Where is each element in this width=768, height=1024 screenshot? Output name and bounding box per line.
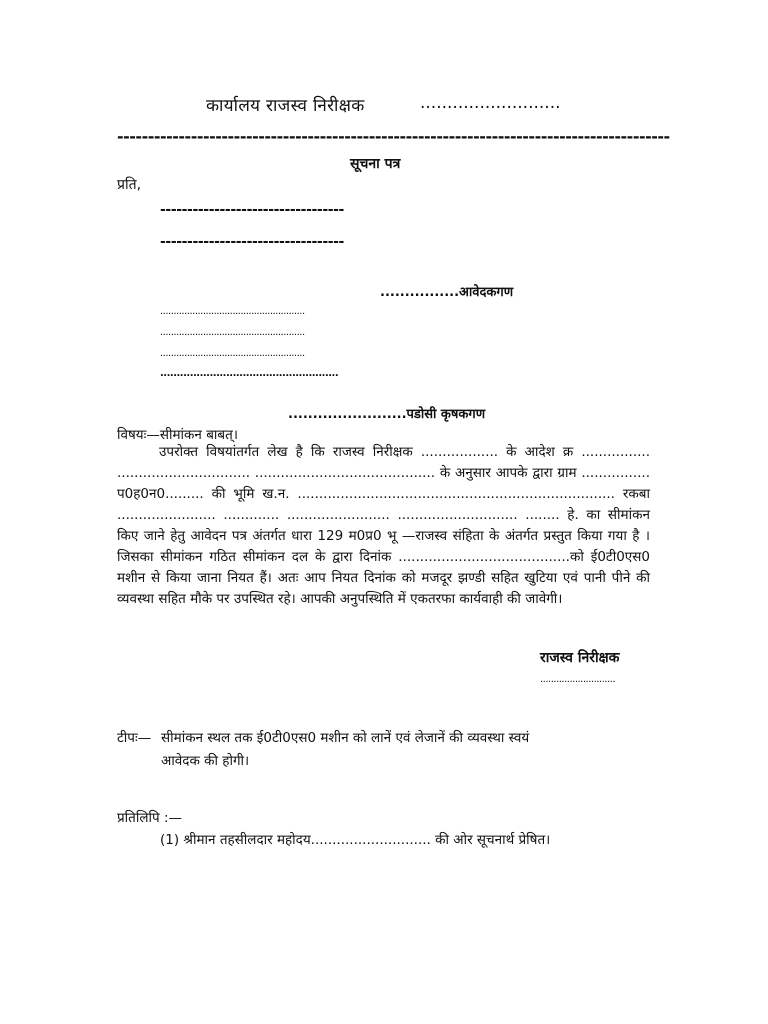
copy-heading: प्रतिलिपि :— (117, 810, 183, 826)
applicants-label: ................आवेदकगण (380, 285, 514, 300)
neighbours-label: ........................पडोसी कृषकगण (288, 407, 486, 422)
signatory-designation: राजस्व निरीक्षक (540, 650, 620, 666)
note-line-2: आवेदक की होगी। (161, 753, 250, 769)
blank-line-3: ...................................................... (160, 348, 305, 359)
header-divider: ------------------------------------------------------------------------------------------ (117, 127, 670, 146)
address-line-1: ---------------------------------- (160, 202, 344, 218)
note-line-1: सीमांकन स्थल तक ई0टी0एस0 मशीन को लानें एवं लेजानें की व्यवस्था स्वयं (161, 730, 530, 746)
blank-line-4: ...................................................... (160, 368, 339, 379)
office-title-blank: .......................... (420, 93, 561, 113)
copy-item-1: (1) श्रीमान तहसीलदार महोदय............................ की ओर सूचनार्थ प्रेषित। (160, 832, 551, 848)
notice-body: उपरोक्त विषयांतर्गत लेख है कि राजस्व निरीक्षक .................. के आदेश क्र ................ ............................... .......................................... के अनुसार आपके द्वारा ग्राम ................ प0ह0न0......... की भूमि ख.न. .......................................................................... रकबा ....................... ............. ........................ ............................ ........ हे. का सीमांकन किए जाने हेतु आवेदन पत्र अंतर्गत धारा 129 म0प्र0 भू —राजस्व संहिता के अंतर्गत प्रस्तुत किया गया है । जिसका सीमांकन गठित सीमांकन दल के द्वारा दिनांक ........................................को ई0टी0एस0 मशीन से किया जाना नियत हैं। अतः आप नियत दिनांक को मजदूर झण्डी सहित खुटिया एवं पानी पीने की व्यवस्था सहित मौके पर उपस्थित रहे। आपकी अनुपस्थिति में एकतरफा कार्यवाही की जावेगी। (117, 444, 650, 607)
notice-heading: सूचना पत्र (350, 156, 401, 172)
subject-line: विषयः—सीमांकन बाबत्। (117, 427, 238, 443)
signatory-blank: ............................ (540, 674, 616, 685)
address-line-2: ---------------------------------- (160, 234, 344, 250)
office-title: कार्यालय राजस्व निरीक्षक (206, 96, 365, 116)
note-label: टीपः— (117, 730, 152, 746)
blank-line-2: ...................................................... (160, 327, 305, 338)
to-label: प्रति, (117, 177, 142, 193)
blank-line-1: ...................................................... (160, 306, 305, 317)
note-block (117, 727, 657, 773)
